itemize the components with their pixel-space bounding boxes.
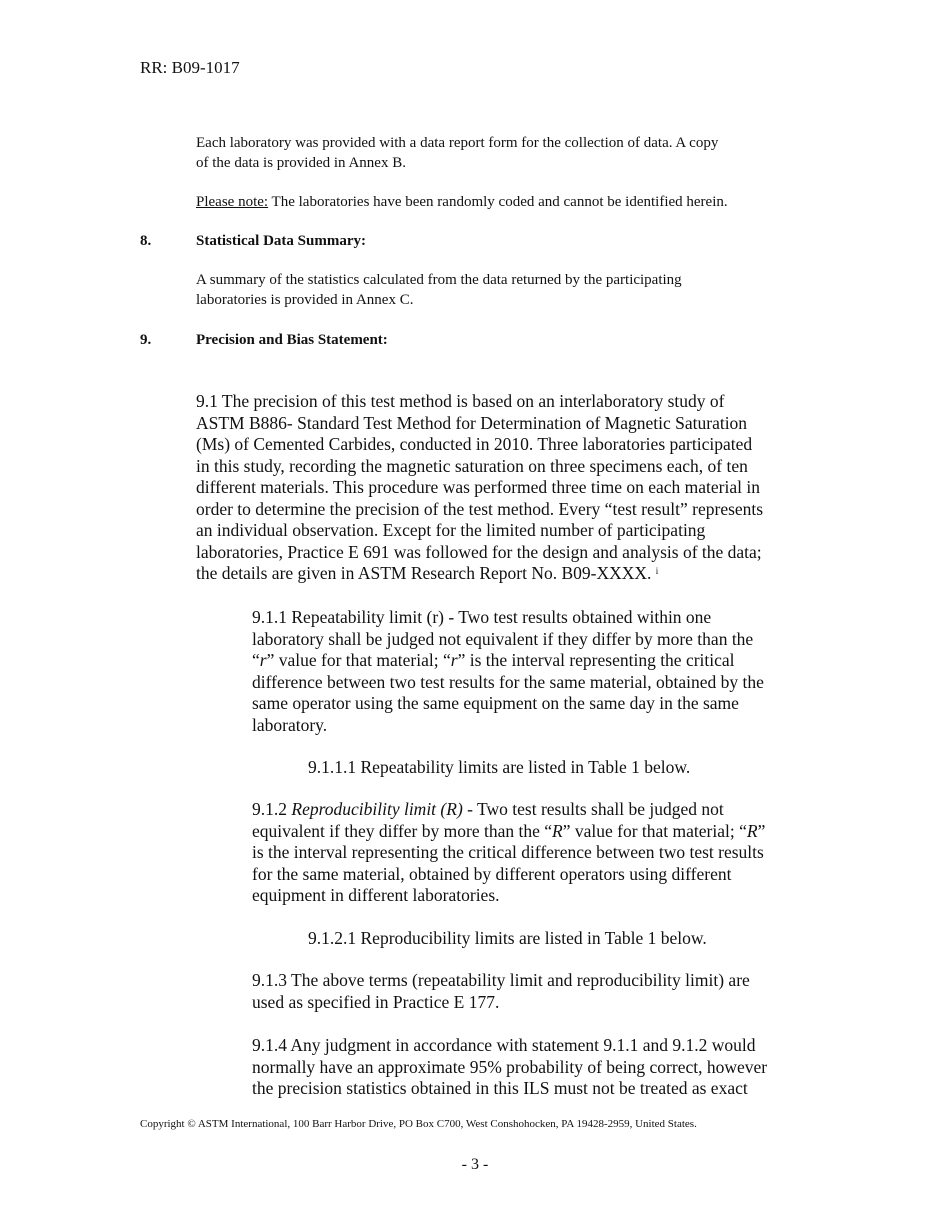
- p913-line: used as specified in Practice E 177.: [252, 991, 500, 1012]
- r-symbol: r: [450, 650, 458, 670]
- p911-text: ” value for that material; “: [266, 650, 451, 670]
- p91-line: order to determine the precision of the test method. Every “test result” represents: [196, 498, 764, 519]
- paragraph-9-1-3: [252, 970, 750, 1013]
- p911-line: same operator using the same equipment on the same day in the same: [252, 693, 739, 713]
- paragraph-9-1-2: [252, 799, 765, 907]
- p911-line: laboratory.: [252, 714, 328, 735]
- section-9-title: Precision and Bias Statement:: [196, 332, 388, 348]
- p91-line-text: the details are given in ASTM Research Report No. B09-XXXX.: [196, 563, 656, 583]
- p914-line: 9.1.4 Any judgment in accordance with statement 9.1.1 and 9.1.2 would: [252, 1035, 756, 1055]
- p911-line: laboratory shall be judged not equivalent if they differ by more than the: [252, 628, 754, 649]
- p912-text: equivalent if they differ by more than the “: [252, 820, 552, 841]
- page-number: - 3 -: [461, 1156, 489, 1173]
- p911-line: 9.1.1 Repeatability limit (r) - Two test results obtained within one: [252, 607, 712, 627]
- R-symbol: R: [552, 820, 563, 841]
- p913-line: 9.1.3 The above terms (repeatability limit and reproducibility limit) are: [252, 970, 750, 990]
- p91-line: in this study, recording the magnetic saturation on three specimens each, of ten: [196, 455, 748, 476]
- p911-line: difference between two test results for the same material, obtained by the: [252, 671, 764, 692]
- p914-line: the precision statistics obtained in this ILS must not be treated as exact: [252, 1078, 748, 1098]
- note-label: Please note:: [196, 194, 269, 210]
- p912-text: - Two test results shall be judged not: [462, 799, 724, 819]
- reproducibility-term: Reproducibility limit (R): [291, 799, 463, 819]
- section-8-line-2: laboratories is provided in Annex C.: [196, 292, 414, 308]
- p91-line-last: [196, 563, 763, 585]
- section-9-number: 9.: [140, 332, 152, 348]
- note-paragraph: [196, 192, 728, 212]
- quote: “: [252, 650, 260, 670]
- note-text: The laboratories have been randomly coded and cannot be identified herein.: [268, 194, 728, 210]
- paragraph-9-1-1-1: 9.1.1.1 Repeatability limits are listed in Table 1 below.: [308, 757, 691, 777]
- section-8-number: 8.: [140, 233, 152, 249]
- p91-line: laboratories, Practice E 691 was followed for the design and analysis of the data;: [196, 541, 762, 562]
- p91-line: (Ms) of Cemented Carbides, conducted in 2010. Three laboratories participated: [196, 434, 753, 454]
- paragraph-9-1: [196, 391, 763, 585]
- p911-line: [252, 650, 764, 672]
- p91-line: an individual observation. Except for the limited number of participating: [196, 520, 706, 540]
- p914-line: normally have an approximate 95% probability of being correct, however: [252, 1056, 768, 1077]
- intro-line-2: of the data is provided in Annex B.: [196, 155, 406, 171]
- p912-line: [252, 821, 765, 843]
- p91-line: 9.1 The precision of this test method is based on an interlaboratory study of: [196, 391, 725, 411]
- p91-line: ASTM B886- Standard Test Method for Determination of Magnetic Saturation: [196, 412, 748, 433]
- paragraph-9-1-4: [252, 1035, 767, 1100]
- report-id-header: RR: B09-1017: [140, 58, 240, 77]
- p91-line: different materials. This procedure was performed three time on each material in: [196, 477, 760, 497]
- r-symbol: r: [259, 650, 267, 670]
- intro-line-1: Each laboratory was provided with a data report form for the collection of data. A copy: [196, 135, 719, 151]
- copyright-footer: Copyright © ASTM International, 100 Barr Harbor Drive, PO Box C700, West Conshohocken, PA 19428-2959, United States.: [140, 1118, 697, 1130]
- section-8-paragraph: [196, 270, 682, 310]
- section-8-title: Statistical Data Summary:: [196, 233, 366, 249]
- section-8-line-1: A summary of the statistics calculated from the data returned by the participating: [196, 272, 682, 288]
- paragraph-9-1-2-1: 9.1.2.1 Reproducibility limits are listed in Table 1 below.: [308, 928, 707, 948]
- p912-line: for the same material, obtained by different operators using different: [252, 863, 732, 884]
- p912-number: 9.1.2: [252, 799, 292, 819]
- intro-paragraph: [196, 133, 718, 173]
- p912-line: equipment in different laboratories.: [252, 885, 500, 905]
- quote: ”: [757, 820, 766, 841]
- footnote-mark: i: [655, 566, 659, 576]
- paragraph-9-1-1: [252, 607, 764, 736]
- R-symbol: R: [746, 820, 758, 841]
- p911-text: ” is the interval representing the critical: [457, 650, 735, 670]
- p912-line: [252, 799, 765, 821]
- p912-line: is the interval representing the critical difference between two test results: [252, 842, 764, 862]
- p912-text: ” value for that material; “: [562, 820, 747, 841]
